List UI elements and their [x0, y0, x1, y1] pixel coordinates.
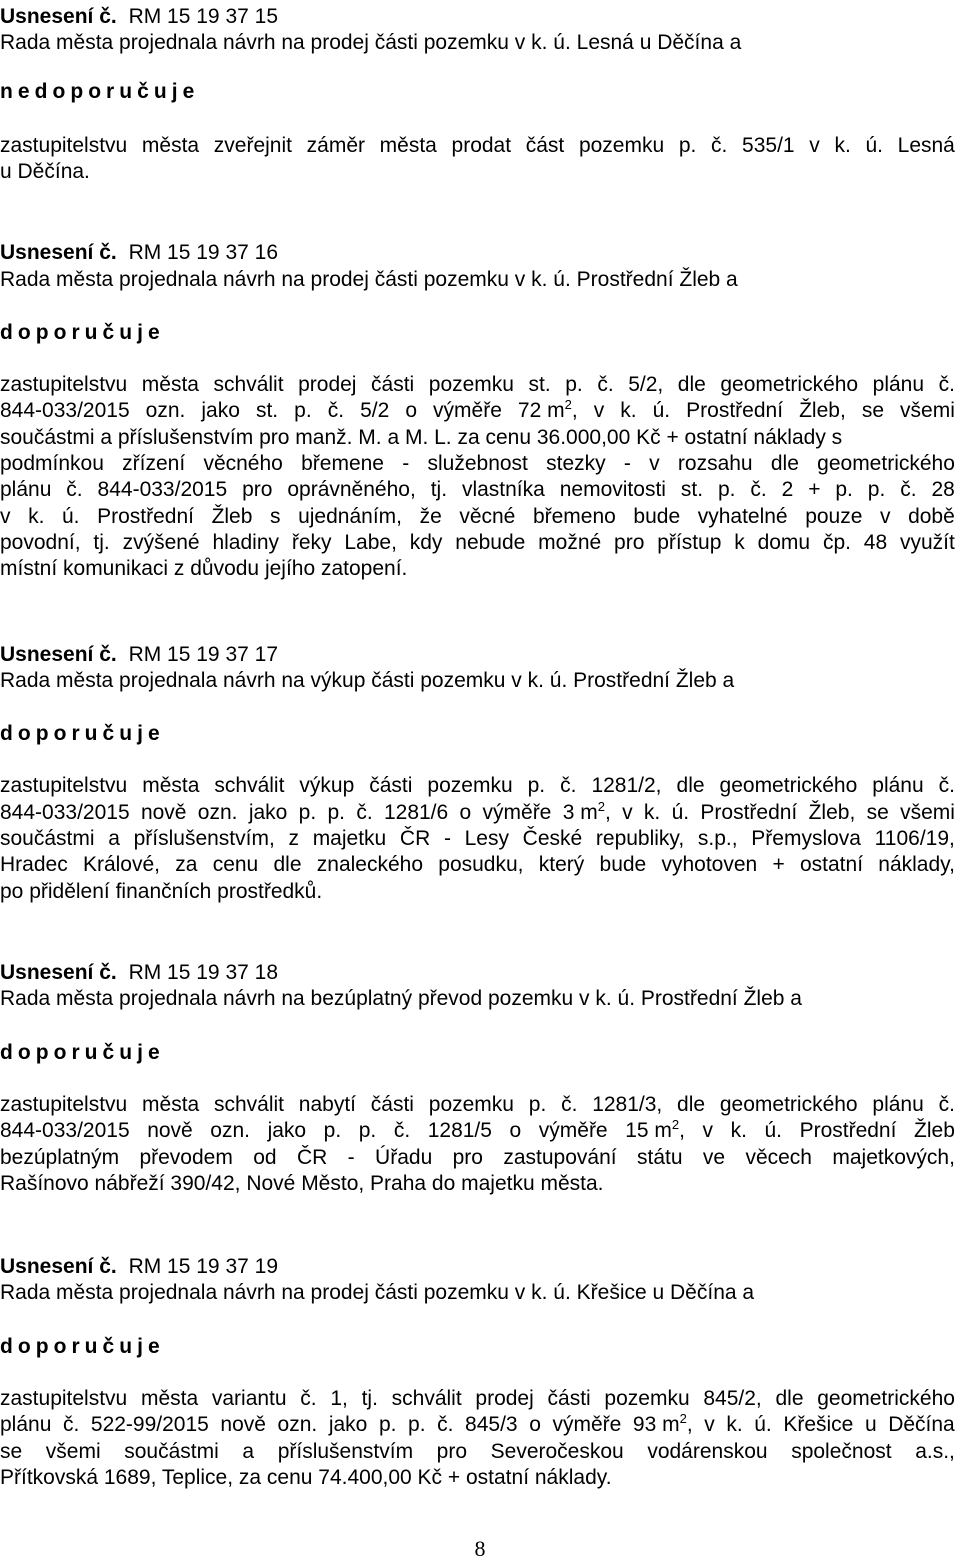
- word: pozemku: [428, 1093, 514, 1116]
- word: podmínkou: [0, 452, 104, 475]
- word: věcného: [203, 452, 283, 475]
- word: zřízení: [122, 452, 186, 475]
- word: -: [347, 1146, 355, 1169]
- resolution-verdict: doporučuje: [0, 1041, 165, 1064]
- word: k.: [643, 801, 661, 824]
- word: v: [704, 1413, 715, 1436]
- resolution-body-line: [0, 852, 955, 878]
- resolution-label: Usnesení č.: [0, 1255, 117, 1278]
- resolution-body-line: po přidělení finančních prostředků.: [0, 880, 323, 903]
- word: č.: [597, 373, 614, 396]
- word: plánu: [872, 373, 925, 396]
- word: -: [623, 452, 631, 475]
- word: všemi: [45, 1440, 101, 1463]
- word: využít: [899, 531, 955, 554]
- word: č.: [66, 478, 83, 501]
- resolution-body-line: u Děčína.: [0, 160, 90, 183]
- word: 1281/6: [383, 801, 449, 824]
- word: geometrického: [817, 1387, 955, 1410]
- resolution-body-line: [0, 800, 955, 826]
- word: části: [370, 1093, 414, 1116]
- word: v: [649, 452, 660, 475]
- word: č.: [711, 134, 728, 157]
- word: plánu: [872, 774, 924, 797]
- word: č.: [393, 1119, 411, 1142]
- resolution-label: Usnesení č.: [0, 5, 117, 28]
- word: zastupitelstvu: [0, 774, 128, 797]
- word: k.: [726, 1413, 743, 1436]
- word: dle: [677, 1093, 706, 1116]
- word: v: [702, 1119, 714, 1142]
- word: města: [379, 134, 437, 157]
- word: 15 $m^2$,: [625, 1117, 685, 1142]
- word: společnost: [791, 1440, 892, 1463]
- resolution-title: [0, 1254, 278, 1280]
- word: ČR: [399, 827, 431, 850]
- word: schválit: [214, 774, 285, 797]
- resolution-body-line: místní komunikaci z důvodu jejího zatopení.: [0, 557, 408, 580]
- word: 844-033/2015: [0, 399, 130, 422]
- word: p.: [358, 1119, 377, 1142]
- word: záměr: [306, 134, 365, 157]
- resolution-body-line: Rašínovo nábřeží 390/42, Nové Město, Praha do majetku města.: [0, 1172, 604, 1195]
- word: tj.: [430, 478, 448, 501]
- word: 844-033/2015: [0, 801, 130, 824]
- resolution-body-line: [0, 1145, 955, 1171]
- word: a.s.,: [915, 1440, 955, 1463]
- word: věcné: [459, 505, 516, 528]
- resolution-title: [0, 642, 278, 668]
- word: vyhotoven: [661, 853, 758, 876]
- word: ú.: [764, 1119, 782, 1142]
- word: Králové,: [82, 853, 160, 876]
- word: Přemyslova: [751, 827, 861, 850]
- word: plánu: [872, 1093, 924, 1116]
- word: příslušenstvím,: [133, 827, 275, 850]
- word: přístup: [657, 531, 722, 554]
- word: dle: [770, 452, 799, 475]
- word: části: [547, 1387, 591, 1410]
- word: p.: [867, 478, 886, 501]
- word: zvýšené: [122, 531, 200, 554]
- word: břemene: [301, 452, 384, 475]
- word: od: [253, 1146, 277, 1169]
- word: jako: [248, 801, 288, 824]
- word: Prostřední: [97, 505, 194, 528]
- word: všemi: [900, 801, 955, 824]
- word: část: [525, 134, 565, 157]
- word: pro: [614, 531, 645, 554]
- word: rozsahu: [677, 452, 753, 475]
- word: s: [270, 505, 281, 528]
- word: města: [142, 774, 200, 797]
- word: výměře: [552, 1413, 622, 1436]
- resolution-body-line: [0, 1439, 955, 1465]
- word: majetkových,: [832, 1146, 955, 1169]
- word: o: [459, 801, 472, 824]
- word: st.: [255, 399, 279, 422]
- word: 93 $m^2$,: [632, 1411, 693, 1436]
- word: se: [861, 399, 884, 422]
- word: nově: [147, 1119, 193, 1142]
- word: Prostřední: [686, 399, 784, 422]
- word: ujednáním,: [298, 505, 402, 528]
- word: 522-99/2015: [90, 1413, 209, 1436]
- word: ú.: [865, 134, 883, 157]
- word: zastupitelstvu: [0, 1093, 128, 1116]
- word: a: [108, 827, 120, 850]
- word: Labe,: [344, 531, 397, 554]
- word: p.: [298, 801, 317, 824]
- word: č.: [938, 1093, 955, 1116]
- resolution-number: RM 15 19 37 16: [122, 241, 278, 264]
- resolution-verdict: doporučuje: [0, 321, 165, 344]
- word: o: [405, 399, 417, 422]
- word: nově: [140, 801, 187, 824]
- word: nově: [220, 1413, 266, 1436]
- word: v: [809, 134, 820, 157]
- word: hladiny: [212, 531, 280, 554]
- word: dle: [677, 373, 706, 396]
- word: se: [0, 1440, 23, 1463]
- word: součástmi: [124, 1440, 219, 1463]
- resolution-title: [0, 240, 278, 266]
- word: jako: [267, 1119, 307, 1142]
- word: zastupitelstvu: [0, 373, 128, 396]
- word: cenu: [212, 853, 259, 876]
- word: služebnost: [427, 452, 528, 475]
- word: se: [866, 801, 889, 824]
- word: Prostřední: [799, 1119, 897, 1142]
- word: Hradec: [0, 853, 68, 876]
- word: prodej: [298, 373, 357, 396]
- resolution-number: RM 15 19 37 19: [122, 1255, 278, 1278]
- word: příslušenstvím: [277, 1440, 414, 1463]
- resolution-body-line: [0, 530, 955, 556]
- resolution-label: Usnesení č.: [0, 961, 117, 984]
- word: možné: [538, 531, 602, 554]
- word: části: [371, 373, 415, 396]
- word: ozn.: [197, 801, 238, 824]
- word: 28: [931, 478, 955, 501]
- word: geometrického: [817, 452, 955, 475]
- word: České: [522, 827, 583, 850]
- word: povodní,: [0, 531, 81, 554]
- word: pozemku: [428, 373, 514, 396]
- resolution-body-line: [0, 133, 955, 159]
- word: 2: [781, 478, 794, 501]
- word: města: [141, 373, 199, 396]
- word: pozemku: [578, 134, 665, 157]
- word: Úřadu: [375, 1146, 433, 1169]
- word: jako: [328, 1413, 368, 1436]
- word: č.: [561, 1093, 578, 1116]
- word: posudku,: [438, 853, 524, 876]
- word: 1,: [330, 1387, 348, 1410]
- word: prodat: [451, 134, 512, 157]
- resolution-intro: Rada města projednala návrh na prodej části pozemku v k. ú. Křešice u Děčína a: [0, 1281, 755, 1304]
- word: všemi: [900, 399, 955, 422]
- resolution-body-line: [0, 398, 955, 424]
- word: výměře: [482, 801, 552, 824]
- word: stezky: [546, 452, 606, 475]
- word: k.: [620, 399, 637, 422]
- word: ú.: [652, 399, 671, 422]
- word: č.: [938, 774, 955, 797]
- word: +: [808, 478, 821, 501]
- word: č.: [560, 774, 577, 797]
- word: náklady,: [878, 853, 955, 876]
- word: 844-033/2015: [0, 1119, 130, 1142]
- word: č.: [437, 1413, 454, 1436]
- resolution-intro: Rada města projednala návrh na prodej části pozemku v k. ú. Lesná u Děčína a: [0, 31, 742, 54]
- word: k: [734, 531, 745, 554]
- word: p.: [528, 1093, 547, 1116]
- word: výměře: [433, 399, 502, 422]
- word: 844-033/2015: [97, 478, 228, 501]
- resolution-body-line: [0, 773, 955, 799]
- word: p.: [565, 373, 583, 396]
- word: pro: [452, 1146, 483, 1169]
- word: a: [242, 1440, 255, 1463]
- word: p.: [835, 478, 853, 501]
- word: p.: [527, 774, 546, 797]
- word: ostatní: [799, 853, 864, 876]
- word: u: [864, 1413, 877, 1436]
- resolution-title: [0, 4, 278, 30]
- word: města: [140, 1387, 199, 1410]
- word: o: [509, 1119, 522, 1142]
- word: Severočeskou: [490, 1440, 624, 1463]
- word: geometrického: [719, 1093, 858, 1116]
- word: Děčína: [888, 1413, 955, 1436]
- word: oprávněného,: [287, 478, 416, 501]
- word: ú.: [754, 1413, 772, 1436]
- word: č.: [300, 1387, 317, 1410]
- word: části: [369, 774, 413, 797]
- word: ve: [702, 1146, 726, 1169]
- resolution-number: RM 15 19 37 18: [122, 961, 278, 984]
- word: p.: [717, 478, 736, 501]
- word: republiky,: [595, 827, 685, 850]
- word: ú.: [671, 801, 690, 824]
- word: pozemku: [604, 1387, 690, 1410]
- word: prodej: [475, 1387, 534, 1410]
- word: schválit: [391, 1387, 462, 1410]
- word: k.: [28, 505, 45, 528]
- word: Prostřední: [700, 801, 798, 824]
- word: -: [443, 827, 451, 850]
- word: pro: [436, 1440, 468, 1463]
- word: plánu: [0, 1413, 52, 1436]
- word: geometrického: [719, 774, 858, 797]
- word: 1281/2,: [591, 774, 662, 797]
- word: bude: [599, 853, 647, 876]
- word: 72 $m^2$,: [517, 397, 578, 422]
- word: pro: [242, 478, 273, 501]
- word: o: [529, 1413, 541, 1436]
- word: č.: [750, 478, 767, 501]
- word: řeky: [291, 531, 332, 554]
- word: schválit: [213, 1093, 285, 1116]
- word: pouze: [805, 505, 863, 528]
- word: +: [772, 853, 785, 876]
- word: č.: [900, 478, 917, 501]
- word: jako: [201, 399, 240, 422]
- word: za: [175, 853, 198, 876]
- word: -: [402, 452, 410, 475]
- resolution-body-line: [0, 1412, 955, 1438]
- word: k.: [834, 134, 851, 157]
- word: 3 $m^2$,: [562, 799, 611, 824]
- word: zveřejnit: [213, 134, 292, 157]
- word: dle: [775, 1387, 804, 1410]
- word: čp.: [822, 531, 851, 554]
- word: v: [622, 801, 633, 824]
- word: Žleb: [211, 505, 253, 528]
- word: 845/3: [465, 1413, 518, 1436]
- word: plánu: [0, 478, 52, 501]
- word: geometrického: [720, 373, 859, 396]
- resolution-verdict: doporučuje: [0, 722, 165, 745]
- word: variantu: [211, 1387, 287, 1410]
- word: majetku: [312, 827, 387, 850]
- word: zastupitelstvu: [0, 134, 128, 157]
- word: 535/1: [742, 134, 795, 157]
- word: který: [538, 853, 585, 876]
- word: p.: [327, 801, 345, 824]
- word: 48: [863, 531, 888, 554]
- word: ozn.: [210, 1119, 250, 1142]
- word: 5/2: [360, 399, 390, 422]
- page-number: 8: [474, 1536, 486, 1561]
- word: města: [141, 134, 200, 157]
- word: ČR: [296, 1146, 328, 1169]
- resolution-body-line: [0, 504, 955, 530]
- resolution-body-line: [0, 1092, 955, 1118]
- word: nabytí: [298, 1093, 357, 1116]
- word: tj.: [93, 531, 110, 554]
- word: č.: [327, 399, 345, 422]
- word: vyhatelné: [697, 505, 788, 528]
- word: výměře: [538, 1119, 608, 1142]
- word: schválit: [213, 373, 284, 396]
- word: Žleb,: [808, 801, 856, 824]
- resolution-label: Usnesení č.: [0, 643, 117, 666]
- word: dle: [273, 853, 302, 876]
- word: v: [880, 505, 891, 528]
- word: věcech: [745, 1146, 812, 1169]
- resolution-verdict: nedoporučuje: [0, 80, 200, 103]
- word: p.: [323, 1119, 342, 1142]
- word: st.: [528, 373, 551, 396]
- word: ozn.: [277, 1413, 318, 1436]
- word: vlastníka: [461, 478, 545, 501]
- word: s.p.,: [697, 827, 738, 850]
- word: 1281/5: [427, 1119, 492, 1142]
- resolution-body-line: [0, 372, 955, 398]
- word: p.: [678, 134, 697, 157]
- word: 1281/3,: [592, 1093, 663, 1116]
- word: dle: [676, 774, 705, 797]
- word: Křešice: [783, 1413, 854, 1436]
- resolution-body-line: [0, 1118, 955, 1144]
- resolution-title: [0, 960, 278, 986]
- resolution-body-line: [0, 1386, 955, 1412]
- word: 1106/19,: [874, 827, 955, 850]
- word: znaleckého: [316, 853, 424, 876]
- word: Žleb,: [799, 399, 846, 422]
- word: z: [288, 827, 299, 850]
- word: zastupování: [503, 1146, 617, 1169]
- word: domu: [757, 531, 811, 554]
- word: v: [593, 399, 605, 422]
- word: nemovitosti: [559, 478, 666, 501]
- word: státu: [636, 1146, 683, 1169]
- word: st.: [680, 478, 704, 501]
- word: tj.: [361, 1387, 378, 1410]
- resolution-body-line: [0, 477, 955, 503]
- word: v: [0, 505, 11, 528]
- word: břemeno: [532, 505, 616, 528]
- resolution-body-line: [0, 826, 955, 852]
- word: města: [142, 1093, 200, 1116]
- word: převodem: [139, 1146, 233, 1169]
- resolution-verdict: doporučuje: [0, 1335, 165, 1358]
- resolution-number: RM 15 19 37 15: [122, 5, 278, 28]
- word: pozemku: [427, 774, 513, 797]
- word: ú.: [62, 505, 80, 528]
- word: bezúplatným: [0, 1146, 120, 1169]
- word: bude: [633, 505, 681, 528]
- word: 5/2,: [628, 373, 664, 396]
- word: p.: [408, 1413, 426, 1436]
- word: p.: [294, 399, 312, 422]
- word: kdy: [409, 531, 443, 554]
- resolution-intro: Rada města projednala návrh na výkup části pozemku v k. ú. Prostřední Žleb a: [0, 669, 735, 692]
- word: k.: [730, 1119, 747, 1142]
- word: č.: [938, 373, 955, 396]
- word: ozn.: [145, 399, 186, 422]
- resolution-intro: Rada města projednala návrh na prodej části pozemku v k. ú. Prostřední Žleb a: [0, 268, 738, 291]
- word: p.: [378, 1413, 397, 1436]
- word: že: [419, 505, 442, 528]
- resolution-body-line: Přítkovská 1689, Teplice, za cenu 74.400,00 Kč + ostatní náklady.: [0, 1466, 612, 1489]
- resolution-body-line: [0, 451, 955, 477]
- word: Lesná: [897, 134, 955, 157]
- word: době: [908, 505, 955, 528]
- word: součástmi: [0, 827, 95, 850]
- resolution-body-line: součástmi a příslušenstvím pro manž. M. a M. L. za cenu 36.000,00 Kč + ostatní náklady s: [0, 426, 843, 449]
- word: 845/2,: [703, 1387, 762, 1410]
- resolution-intro: Rada města projednala návrh na bezúplatný převod pozemku v k. ú. Prostřední Žleb a: [0, 987, 802, 1010]
- word: nebude: [455, 531, 526, 554]
- resolution-number: RM 15 19 37 17: [122, 643, 278, 666]
- word: č.: [62, 1413, 80, 1436]
- word: Žleb: [914, 1119, 955, 1142]
- word: výkup: [299, 774, 355, 797]
- word: Lesy: [464, 827, 509, 850]
- word: vodárenskou: [647, 1440, 768, 1463]
- word: č.: [356, 801, 373, 824]
- word: zastupitelstvu: [0, 1387, 128, 1410]
- resolution-label: Usnesení č.: [0, 241, 117, 264]
